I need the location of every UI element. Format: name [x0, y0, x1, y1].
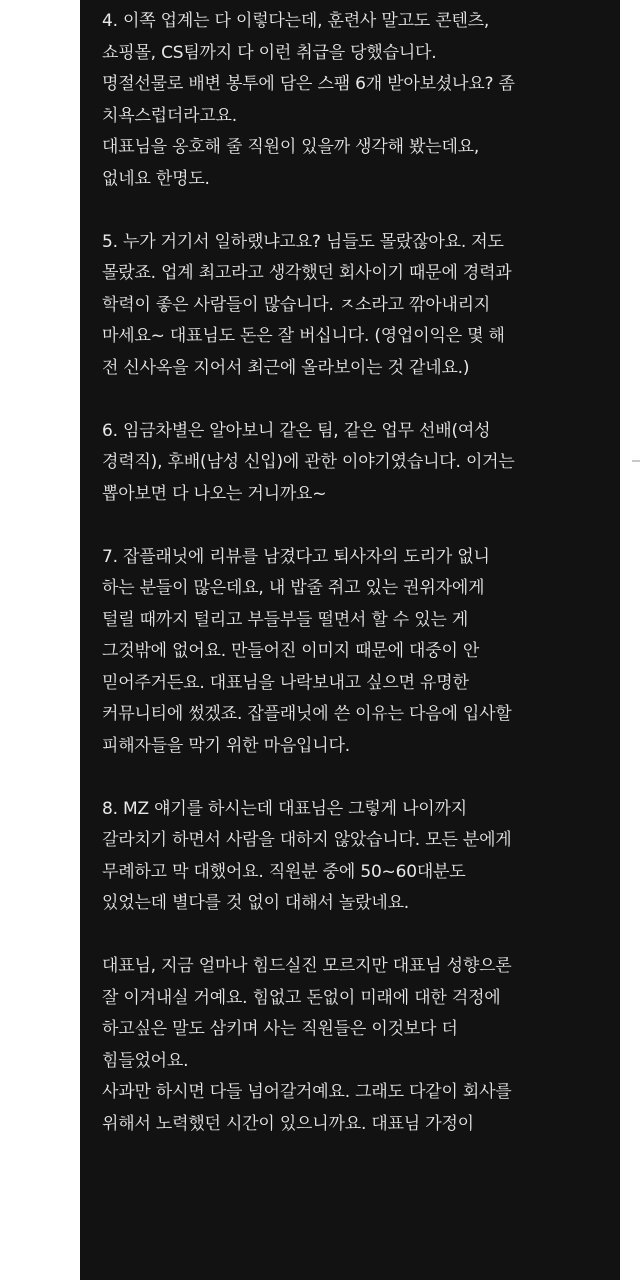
paragraph-8 — [102, 794, 612, 920]
text-line: 하는 분들이 많은데요, 내 밥줄 쥐고 있는 권위자에게 — [102, 578, 485, 598]
text-line: 털릴 때까지 털리고 부들부들 떨면서 할 수 있는 게 — [102, 609, 469, 630]
text-line: 쇼핑몰, CS팀까지 다 이런 취급을 당했습니다. — [102, 42, 437, 63]
paragraph-closing — [102, 951, 612, 1140]
text-line: 피해자들을 막기 위한 마음입니다. — [102, 735, 350, 756]
paragraph-5 — [102, 227, 612, 385]
paragraph-4 — [102, 6, 612, 195]
text-line: 하고싶은 말도 삼키며 사는 직원들은 이것보다 더 — [102, 1019, 458, 1039]
text-line: 위해서 노력했던 시간이 있으니까요. 대표님 가정이 — [102, 1113, 474, 1134]
text-line: 갈라치기 하면서 사람을 대하지 않았습니다. 모든 분에게 — [102, 830, 512, 850]
text-line: 힘들었어요. — [102, 1050, 189, 1071]
text-line: 무례하고 막 대했어요. 직원분 중에 50~60대분도 — [102, 861, 466, 882]
text-line: 마세요~ 대표님도 돈은 잘 버십니다. (영업이익은 몇 해 — [102, 326, 505, 346]
text-line: 8. MZ 얘기를 하시는데 대표님은 그렇게 나이까지 — [102, 798, 467, 819]
text-line: 커뮤니티에 썼겠죠. 잡플래닛에 쓴 이유는 다음에 입사할 — [102, 704, 512, 724]
paragraph-6 — [102, 416, 612, 511]
post-content-panel — [80, 0, 620, 1280]
text-line: 있었는데 별다를 것 없이 대해서 놀랐네요. — [102, 893, 409, 913]
text-line: 믿어주거든요. 대표님을 나락보내고 싶으면 유명한 — [102, 672, 469, 693]
text-line: 명절선물로 배변 봉투에 담은 스팸 6개 받아보셨나요? 좀 — [102, 74, 515, 94]
text-line: 대표님, 지금 얼마나 힘드실진 모르지만 대표님 성향으론 — [102, 956, 512, 976]
text-line: 치욕스럽더라고요. — [102, 105, 237, 126]
post-body — [102, 6, 612, 1172]
text-line: 사과만 하시면 다들 넘어갈거예요. 그래도 다같이 회사를 — [102, 1082, 512, 1102]
scrollbar-thumb[interactable] — [632, 460, 640, 462]
text-line: 몰랐죠. 업계 최고라고 생각했던 회사이기 때문에 경력과 — [102, 263, 512, 283]
text-line: 4. 이쪽 업계는 다 이렇다는데, 훈련사 말고도 콘텐츠, — [102, 11, 490, 31]
text-line: 없네요 한명도. — [102, 168, 210, 189]
text-line: 6. 임금차별은 알아보니 같은 팀, 같은 업무 선배(여성 — [102, 420, 491, 441]
text-line: 경력직), 후배(남성 신입)에 관한 이야기였습니다. 이거는 — [102, 452, 515, 472]
text-line: 학력이 좋은 사람들이 많습니다. ㅈ소라고 깎아내리지 — [102, 294, 491, 315]
text-line: 전 신사옥을 지어서 최근에 올라보이는 것 같네요.) — [102, 357, 470, 378]
text-line: 7. 잡플래닛에 리뷰를 남겼다고 퇴사자의 도리가 없니 — [102, 546, 490, 567]
text-line: 대표님을 옹호해 줄 직원이 있을까 생각해 봤는데요, — [102, 137, 480, 157]
text-line: 5. 누가 거기서 일하랬냐고요? 님들도 몰랐잖아요. 저도 — [102, 231, 504, 252]
paragraph-7 — [102, 542, 612, 763]
text-line: 뽑아보면 다 나오는 거니까요~ — [102, 483, 327, 504]
text-line: 그것밖에 없어요. 만들어진 이미지 때문에 대중이 안 — [102, 641, 480, 661]
text-line: 잘 이겨내실 거예요. 힘없고 돈없이 미래에 대한 걱정에 — [102, 987, 501, 1008]
